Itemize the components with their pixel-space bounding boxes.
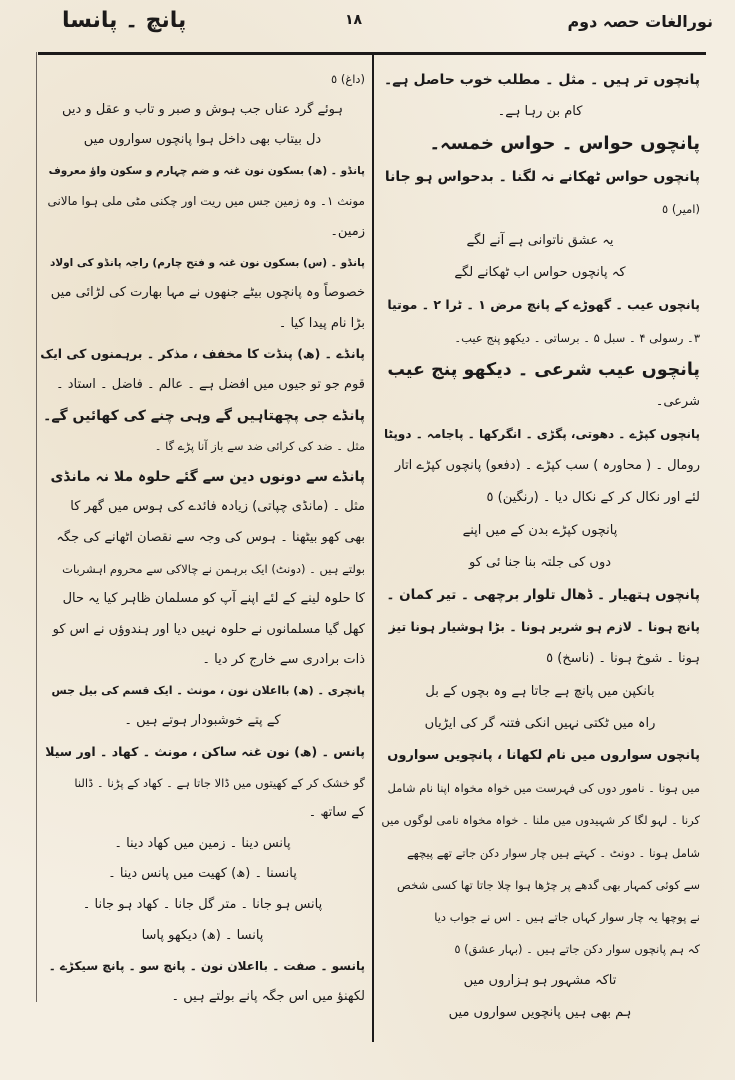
right-column-line: ہم بھی ہیں پانچویں سواروں میں: [448, 1005, 632, 1021]
right-column-line: کرنا ۔ لہو لگا کر شہیدوں میں ملنا ۔ خواہ مخواہ نامی لوگوں میں: [381, 813, 700, 828]
left-column-line: پانڈو ۔ (ھ) بسکون نون غنہ و ضم چہارم و سکون واؤ معروف: [48, 164, 365, 177]
right-column-line: پانچوں کپڑے بدن کے میں اپنے: [462, 522, 618, 538]
left-column-line: ذات برادری سے خارج کر دیا ۔: [202, 652, 365, 668]
left-column-line: ہوئے گرد عناں جب ہوش و صبر و تاب و عقل و دیں: [61, 101, 344, 117]
left-margin-rule: [36, 52, 37, 1002]
right-column: [380, 64, 700, 1030]
right-column-line: سے کوئی کمہار بھی گدھے پر چڑھا ہوا چلا جاتا تھا کسی شخص: [397, 877, 700, 892]
left-column-line: قوم جو تو جیوں میں افضل ہے ۔ عالم ۔ فاضل ۔ استاد ۔: [55, 376, 365, 392]
left-column-line: پانس دینا ۔ زمین میں کھاد دینا ۔: [114, 835, 291, 851]
right-column-line: کہ پانچوں حواس اب ٹھکانے لگے: [454, 265, 626, 281]
right-column-line: ۳۔ رسولی ۴ ۔ سبل ۵ ۔ برساتی ۔ دیکھو پنج عیب۔: [454, 330, 700, 345]
left-column-line: زمین۔: [330, 223, 365, 239]
left-column-line: مثل ۔ ضد کی کرائی ضد سے باز آنا پڑے گا ۔: [154, 439, 365, 454]
left-column-line: پانسو ۔ صفت ۔ بااعلان نون ۔ پانچ سو ۔ پانچ سیکڑے ۔: [48, 959, 365, 974]
page-header-book-title: نورالغات حصہ دوم: [567, 12, 713, 31]
left-column-line: کے ساتھ ۔: [308, 805, 365, 821]
left-column-line: پانس ہو جانا ۔ متر گل جانا ۔ کھاد ہو جانا ۔: [82, 897, 323, 913]
right-column-line: ہونا ۔ شوخ ہونا ۔ (ناسخ) ٥: [546, 651, 700, 667]
left-column-line: بولتے ہیں ۔ (دونٹ) ایک برہمن نے چالاکی سے محروم اہشربات: [62, 561, 365, 576]
left-column-line: کھل گیا مسلمانوں نے حلوہ نہیں دیا اور ہندوؤں نے اس کو: [52, 621, 365, 637]
left-column-line: خصوصاً وہ پانچوں بیٹے جنھوں نے مہا بھارت کی لڑائی میں: [50, 285, 365, 301]
right-column-line: شامل ہونا ۔ دونٹ ۔ کہتے ہیں چار سوار دکن جاتے تھے پیچھے: [406, 845, 700, 860]
right-column-line: دوں کی جلتہ بنا جنا ئی کو: [468, 554, 612, 570]
right-column-line: رومال ۔ ( محاورہ ) سب کپڑے ۔ (دفعو) پانچوں کپڑے اتار: [394, 458, 700, 474]
right-column-line: (امیر) ٥: [662, 201, 700, 216]
left-column-line: پانسنا ۔ (ھ) کھیت میں پانس دینا ۔: [108, 866, 297, 882]
page-number: ۱۸: [345, 12, 363, 28]
right-column-line: راہ میں ٹکتی نہیں انکی فتنہ گر کی ایڑیاں: [424, 715, 656, 731]
column-divider: [372, 52, 374, 1042]
left-column-line: پانڈے جی پچھتاہیں گے وہی چنے کی کھائیں گے۔: [43, 407, 365, 424]
right-column-line: لئے اور نکال کر کے نکال دیا ۔ (رنگین) ٥: [486, 490, 700, 506]
right-column-line: پانچوں تر ہیں ۔ مثل ۔ مطلب خوب حاصل ہے۔: [384, 72, 700, 88]
left-column-line: مثل ۔ (مانڈی چپاتی) زیادہ فائدے کی ہوس میں گھر کا: [70, 499, 365, 515]
left-column-line: بڑا نام پیدا کیا ۔: [278, 315, 365, 331]
page-header-entry-range: پانچ ۔ پانسا: [62, 8, 187, 33]
left-column-line: پانڈو ۔ (س) بسکون نون غنہ و فتح چارم) راجہ پانڈو کی اولاد: [49, 256, 365, 269]
left-column-line: کے پتے خوشبودار ہوتے ہیں ۔: [124, 713, 281, 729]
right-column-line: کہ ہم پانچوں سوار دکن جاتے ہیں ۔ (بہار عشق) ٥: [454, 942, 700, 957]
right-column-line: پانچوں کپڑے ۔ دھوتی، پگڑی ۔ انگرکھا ۔ پاجامہ ۔ دوپٹا: [384, 427, 700, 442]
left-column-line: کا حلوہ لینے کے لئے اپنے آپ کو مسلمان ظاہر کیا یہ حال: [62, 591, 365, 607]
right-column-line: کام بن رہا ہے۔: [497, 104, 583, 120]
right-column-line: پانچوں سواروں میں نام لکھانا ، پانچویں سواروں: [387, 747, 700, 763]
right-column-line: پانچوں عیب ۔ گھوڑے کے پانچ مرض ۱ ۔ ٹرا ۲ ۔ موتیا: [387, 297, 700, 313]
right-column-line: پانچوں عیب شرعی ۔ دیکھو پنج عیب: [387, 359, 700, 380]
right-column-line: نے پوچھا یہ چار سوار کہاں جاتے ہیں ۔ اس نے جواب دیا: [434, 909, 700, 924]
left-column: [40, 64, 365, 1012]
left-column-line: پانچری ۔ (ھ) بااعلان نون ، مونث ۔ ایک قسم کی بیل جس: [51, 683, 365, 697]
right-column-line: شرعی۔: [655, 393, 700, 409]
right-column-line: پانچوں حواس ۔ حواس خمسہ۔: [429, 133, 700, 155]
right-column-line: پانچ ہونا ۔ لازم ہو شریر ہونا ۔ بڑا ہوشیار ہونا تیز: [388, 619, 700, 635]
left-column-line: بھی کھو بیٹھنا ۔ ہوس کی وجہ سے نقصان اٹھانے کی جگہ: [56, 529, 365, 545]
left-column-line: گو خشک کر کے کھیتوں میں ڈالا جاتا ہے ۔ کھاد کے پڑنا ۔ ڈالنا: [74, 775, 365, 790]
left-column-line: مونث ۱۔ وہ زمین جس میں ریت اور چکنی مٹی ملی ہوا مالانی: [47, 194, 365, 209]
left-column-line: (داغ) ٥: [331, 72, 365, 86]
right-column-line: تاکہ مشہور ہو ہزاروں میں: [463, 973, 617, 989]
left-column-line: دل بیتاب بھی داخل ہوا پانچوں سواروں میں: [83, 132, 322, 148]
right-column-line: میں ہونا ۔ نامور دوں کی فہرست میں خواہ مخواہ اپنا نام شامل: [387, 781, 700, 796]
right-column-line: یہ عشق ناتوانی ہے آنے لگے: [466, 232, 614, 248]
right-column-line: بانکپن میں پانچ ہے جاتا ہے وہ بچوں کے بل: [425, 683, 655, 699]
left-column-line: لکھنؤ میں اس جگہ پانے بولتے ہیں ۔: [171, 988, 365, 1004]
left-column-line: پانڈے سے دونوں دین سے گئے حلوہ ملا نہ مانڈی: [50, 468, 365, 485]
right-column-line: پانچوں ہتھیار ۔ ڈھال تلوار برچھی ۔ تیر کمان ۔: [386, 587, 700, 603]
left-column-line: پانڈے ۔ (ھ) پنڈت کا مخفف ، مذکر ۔ برہمنوں کی ایک: [40, 346, 365, 362]
left-column-line: پانس ۔ (ھ) نون غنہ ساکن ، مونث ۔ کھاد ۔ اور سیلا: [45, 744, 365, 760]
right-column-line: پانچوں حواس ٹھکانے نہ لگنا ۔ بدحواس ہو جانا: [384, 168, 700, 185]
left-column-line: پانسا ۔ (ھ) دیکھو پاسا: [141, 927, 264, 943]
